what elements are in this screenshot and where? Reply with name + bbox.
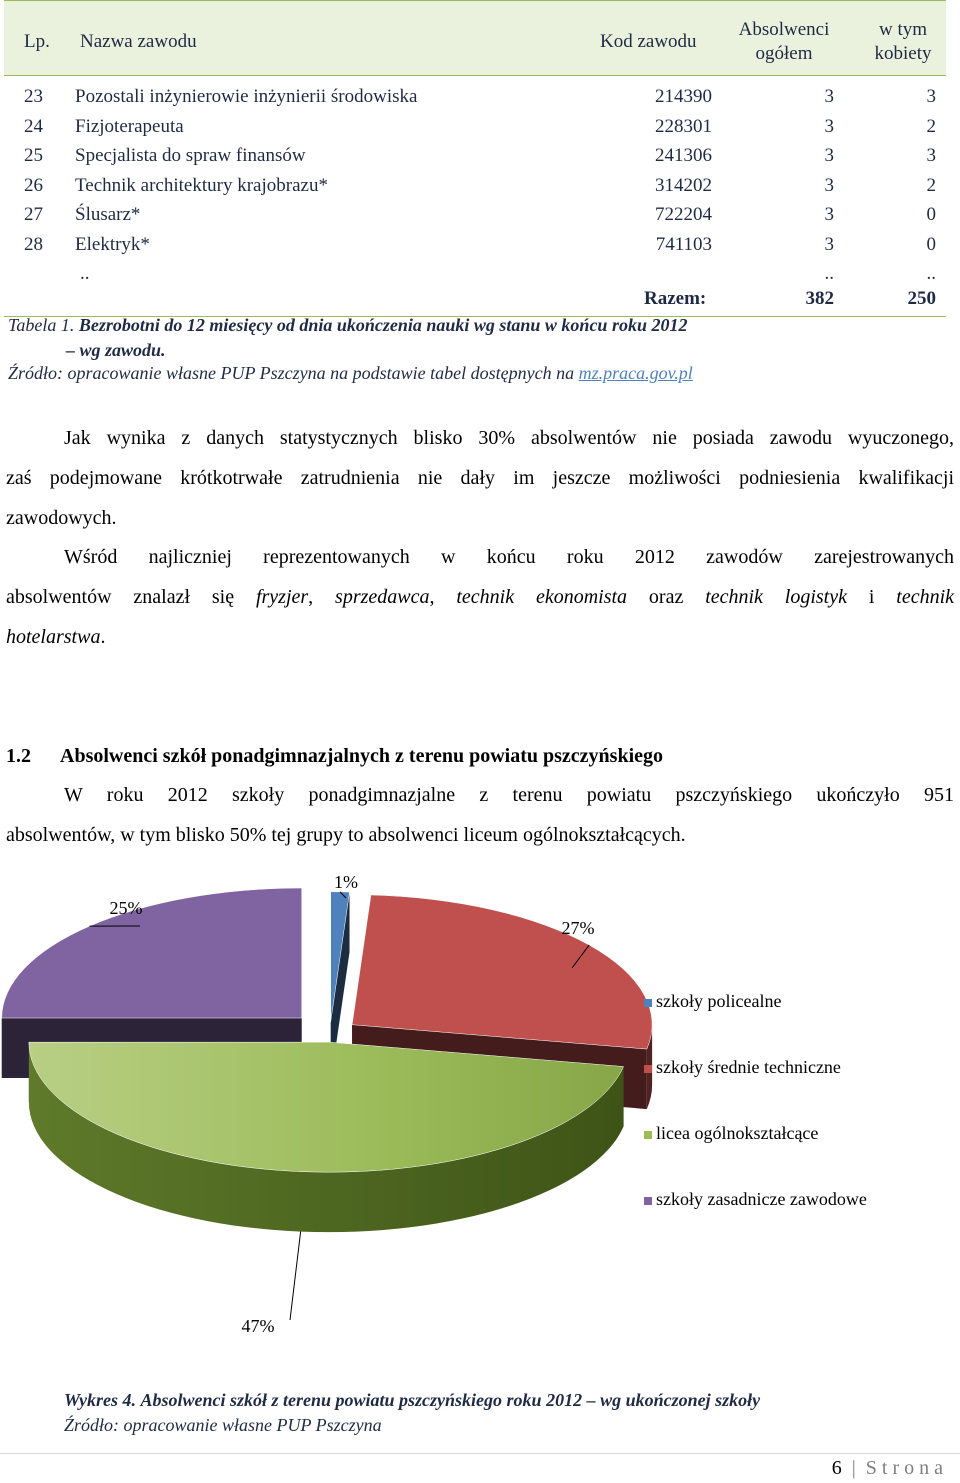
legend-swatch: [644, 999, 652, 1007]
header-graduates-line1: Absolwenci: [738, 19, 830, 40]
legend-swatch: [644, 1065, 652, 1073]
total-graduates: 382: [805, 288, 834, 309]
text: i: [847, 586, 897, 608]
table-caption: [8, 313, 908, 337]
table-caption-line2-text: – wg zawodu.: [66, 340, 166, 360]
pie-label-lyceum: 47%: [241, 1316, 275, 1336]
table-total-row: [4, 283, 946, 317]
section-number: 1.2: [6, 745, 31, 767]
cell-graduates: 3: [824, 233, 834, 255]
cell-women: ..: [926, 263, 936, 284]
cell-lp: 23: [24, 86, 43, 107]
cell-code: 314202: [655, 174, 712, 196]
table-row: [4, 112, 946, 142]
page-number-value: 6: [831, 1457, 842, 1479]
table-caption-text: Bezrobotni do 12 miesięcy od dnia ukończenia nauki wg stanu w końcu roku 2012: [78, 315, 688, 335]
cell-code: 214390: [655, 86, 712, 107]
pie-slice-lyceum: [29, 1042, 624, 1232]
chart-source: Źródło: opracowanie własne PUP Pszczyna: [64, 1415, 382, 1435]
text: oraz: [627, 586, 706, 608]
header-women-line2: kobiety: [874, 43, 932, 64]
paragraph-line: [6, 617, 954, 657]
cell-graduates: 3: [824, 86, 834, 107]
header-code: Kod zawodu: [600, 31, 697, 52]
pie-slice-top: [352, 895, 652, 1049]
table-header: [4, 0, 946, 76]
cell-women: 2: [926, 174, 936, 196]
text: absolwentów znalazł się: [6, 586, 256, 608]
legend-item-lyceum: [644, 1123, 818, 1144]
paragraph-unemployment: [6, 418, 954, 538]
legend-swatch: [644, 1197, 652, 1205]
text: .: [100, 626, 106, 648]
pie-slices: [2, 888, 652, 1232]
pie-label-vocational: 25%: [109, 898, 143, 918]
cell-graduates: 3: [824, 174, 834, 196]
cell-women: 3: [926, 86, 936, 107]
paragraph-line: [6, 577, 954, 617]
pie-slice-top: [2, 888, 302, 1018]
paragraph-line: Wśród najliczniej reprezentowanych w końcu roku 2012 zawodów zarejestrowanych: [64, 546, 954, 568]
occupation-hairdresser: fryzjer: [255, 586, 309, 608]
cell-women: 0: [926, 204, 936, 225]
paragraph-line: zawodowych.: [6, 507, 117, 529]
legend-swatch: [644, 1131, 652, 1139]
legend-label: licea ogólnokształcące: [656, 1123, 819, 1143]
cell-code: 228301: [655, 115, 712, 137]
header-women-line1: w tym: [878, 19, 928, 40]
cell-name: Specjalista do spraw finansów: [75, 145, 306, 166]
cell-code: 241306: [655, 145, 712, 166]
section-title: Absolwenci szkół ponadgimnazjalnych z terenu powiatu pszczyńskiego: [60, 745, 664, 767]
table-source: [8, 361, 693, 385]
chart-caption-text: Absolwenci szkół z terenu powiatu pszczyńskiego roku 2012 – wg ukończonej szkoły: [140, 1390, 761, 1410]
cell-lp: 28: [24, 233, 43, 255]
paragraph-occupations: [6, 537, 954, 657]
footer-divider: [0, 1453, 960, 1454]
paragraph-line: W roku 2012 szkoły ponadgimnazjalne z terenu powiatu pszczyńskiego ukończyło 951: [64, 784, 954, 806]
cell-lp: 26: [24, 174, 43, 196]
text: ,: [308, 586, 336, 608]
total-women: 250: [907, 288, 936, 309]
header-women: [868, 18, 938, 66]
header-graduates-line2: ogółem: [755, 43, 813, 64]
occupation-logistics: technik logistyk: [705, 586, 847, 608]
cell-lp: 27: [24, 204, 43, 225]
cell-lp: 24: [24, 115, 43, 137]
total-label: Razem:: [644, 288, 707, 309]
legend-label: szkoły policealne: [656, 991, 782, 1011]
source-link[interactable]: mz.praca.gov.pl: [578, 363, 693, 383]
table-row: [4, 141, 946, 171]
pie-label-policealne: 1%: [334, 872, 358, 892]
paragraph-line: absolwentów, w tym blisko 50% tej grupy to absolwenci liceum ogólnokształcących.: [6, 824, 686, 846]
page-label: Strona: [865, 1457, 948, 1479]
table-caption-prefix: Tabela 1.: [8, 315, 75, 335]
legend-label: szkoły zasadnicze zawodowe: [656, 1189, 867, 1209]
table-caption-line2: [66, 338, 166, 362]
occupation-hotel-cont: hotelarstwa: [6, 626, 101, 648]
table-row: [4, 82, 946, 112]
table-row: [4, 230, 946, 260]
legend-label: szkoły średnie techniczne: [656, 1057, 841, 1077]
page-footer: [0, 1453, 960, 1483]
occupation-seller: sprzedawca: [335, 586, 430, 608]
cell-graduates: 3: [824, 115, 834, 137]
cell-graduates: ..: [824, 263, 834, 284]
cell-women: 3: [926, 145, 936, 166]
header-lp: Lp.: [24, 31, 50, 52]
cell-code: 741103: [655, 233, 712, 255]
chart-caption: [64, 1388, 760, 1412]
cell-graduates: 3: [824, 145, 834, 166]
chart-caption-prefix: Wykres 4.: [64, 1390, 136, 1410]
header-name: Nazwa zawodu: [80, 31, 197, 52]
page-separator: |: [851, 1457, 856, 1479]
occupation-hotel: technik: [896, 586, 955, 608]
section-paragraph: [6, 775, 954, 855]
text: ,: [429, 586, 457, 608]
cell-women: 0: [926, 233, 936, 255]
cell-lp: ..: [80, 263, 90, 284]
legend-item-vocational: [644, 1189, 867, 1210]
paragraph-line: Jak wynika z danych statystycznych blisko 30% absolwentów nie posiada zawodu wyuczonego,: [64, 427, 954, 449]
paragraph-line: zaś podejmowane krótkotrwałe zatrudnienia nie dały im jeszcze możliwości podniesienia kwalifikacji: [6, 467, 954, 489]
occupations-table: [4, 0, 946, 317]
table-row-ellipsis: [4, 259, 946, 283]
cell-graduates: 3: [824, 204, 834, 225]
table-source-text: Źródło: opracowanie własne PUP Pszczyna na podstawie tabel dostępnych na: [8, 363, 579, 383]
cell-name: Pozostali inżynierowie inżynierii środowiska: [75, 86, 418, 107]
cell-name: Elektryk*: [75, 233, 150, 255]
cell-name: Fizjoterapeuta: [75, 115, 184, 137]
section-heading: [6, 742, 663, 770]
cell-name: Technik architektury krajobrazu*: [75, 174, 328, 196]
cell-name: Ślusarz*: [75, 204, 141, 225]
cell-code: 722204: [655, 204, 712, 225]
cell-lp: 25: [24, 145, 43, 166]
table-row: [4, 200, 946, 230]
leader-line: [290, 1232, 301, 1320]
pie-label-technical: 27%: [561, 918, 595, 938]
legend-item-policealne: [644, 991, 781, 1012]
table-row: [4, 171, 946, 201]
cell-women: 2: [926, 115, 936, 137]
occupation-economist: technik ekonomista: [456, 586, 628, 608]
header-graduates: [734, 18, 834, 66]
legend-item-technical: [644, 1057, 841, 1078]
page-number: [832, 1457, 948, 1480]
